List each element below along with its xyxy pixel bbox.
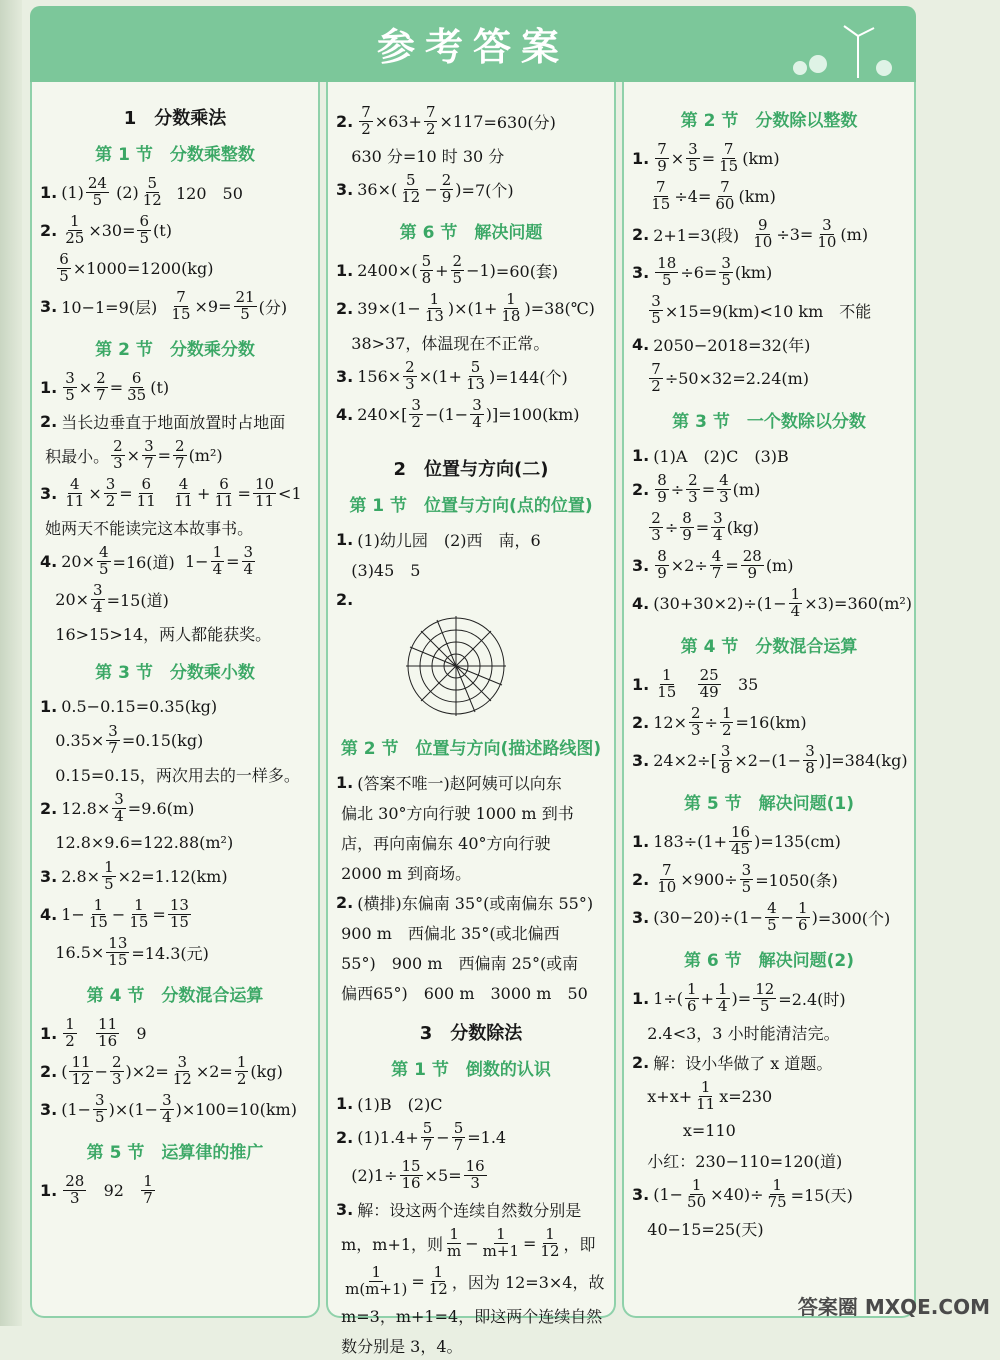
answer-line: 小红：230−110=120(道) [647,1151,843,1171]
column-right [622,82,916,1318]
answer-line: 2. (1)1.4+ $\frac{5}{7}$ − $\frac{5}{7}$ =1.4 [336,1118,507,1154]
answer-line: 2. $\frac{8}{9}$ ÷ $\frac{2}{3}$ = $\frac{4}{3}$ (m) [632,470,761,506]
windmill-icon [788,24,898,80]
unit-heading: 1 分数乘法 [123,108,227,129]
section-heading: 第 3 节 一个数除以分数 [672,412,866,432]
answer-line: 1. 2400×( $\frac{5}{8}$ + $\frac{2}{5}$ −1) =60(套) [336,251,559,287]
header-banner [30,6,916,82]
answer-line: (3)45 5 [351,560,421,580]
column-middle [326,82,616,1356]
answer-line: (2)1÷ $\frac{15}{16}$ ×5= $\frac{16}{3}$ [336,1156,485,1192]
answer-line: $\frac{7}{2}$ ÷50×32=2.24(m) [651,359,810,395]
answer-line: 0.35× $\frac{3}{7}$ =0.15(kg) [40,721,204,757]
answer-line: 4. 240×[ $\frac{3}{2}$ −(1− $\frac{3}{4}$ )] =100(km) [336,395,580,431]
answer-line: 1. 0.5−0.15=0.35(kg) [40,696,218,716]
section-heading: 第 3 节 分数乘小数 [95,663,255,683]
unit-heading: 3 分数除法 [419,1023,523,1044]
answer-line: 3. (1− $\frac{1}{50}$ ×40)÷ $\frac{1}{75}$ =15(天) [632,1175,853,1211]
answer-line: 2. 2+1=3(段) $\frac{9}{10}$ ÷3= $\frac{3}{10}$ (m) [632,215,869,251]
page-title: 参考答案 [376,25,569,69]
polar-grid-diagram [328,614,618,724]
answer-line: 900 m 西偏北 35°(或北偏西 [341,923,560,943]
answer-line: 2. (横排)东偏南 35°(或南偏东 55°) [336,892,594,913]
answer-line: 1. 1÷( $\frac{1}{6}$ + $\frac{1}{4}$ )= $\frac{12}{5}$ =2.4(时) [632,979,846,1015]
answer-line: 2. $\frac{1}{25}$ ×30= $\frac{6}{5}$ (t) [40,211,172,247]
answer-line: 1. $\frac{28}{3}$ 92 $\frac{1}{7}$ [40,1171,153,1207]
page-edge [0,0,22,1326]
answer-line: 16.5× $\frac{13}{15}$ =14.3(元) [40,933,209,969]
answer-line: 20× $\frac{3}{4}$ =15(道) [40,580,169,616]
answer-line: 1. (答案不唯一)赵阿姨可以向东 [336,772,562,793]
answer-line: 630 分=10 时 30 分 [351,146,505,166]
answer-line: 3. 解：设这两个连续自然数分别是 [336,1199,582,1220]
answer-line: 2. 当长边垂直于地面放置时占地面 [40,411,286,432]
answer-line: 1. (1)B (2)C [336,1093,443,1114]
answer-line: 2. 12× $\frac{2}{3}$ ÷ $\frac{1}{2}$ =16(km) [632,703,807,739]
answer-line: x=110 [682,1120,736,1140]
answer-line: 她两天不能读完这本故事书。 [45,518,254,538]
answer-line: 12.8×9.6=122.88(m²) [55,832,234,852]
section-heading: 第 5 节 解决问题(1) [683,794,855,814]
section-heading: 第 1 节 位置与方向(点的位置) [349,496,593,516]
answer-line: $\frac{2}{3}$ ÷ $\frac{8}{9}$ = $\frac{3}{4}$ (kg) [651,508,760,544]
answer-line: 2.4<3，3 小时能清洁完。 [647,1023,840,1043]
section-heading: 第 1 节 倒数的认识 [391,1060,551,1080]
answer-line: 3. (1− $\frac{3}{5}$ )×(1− $\frac{3}{4}$ ) ×100=10(km) [40,1090,297,1126]
answer-line: 3. (30−20)÷(1− $\frac{4}{5}$ − $\frac{1}{6}$ ) =300(个) [632,898,891,934]
answer-line: 1. 183÷(1+ $\frac{16}{45}$ ) =135(cm) [632,822,841,858]
section-heading: 第 6 节 解决问题(2) [683,951,855,971]
answer-line: 4. 1− $\frac{1}{15}$ − $\frac{1}{15}$ = $\frac{13}{15}$ [40,895,189,931]
answer-line: 4. 2050−2018=32(年) [632,334,811,355]
answer-line: 3. 2.8× $\frac{1}{5}$ ×2=1.12(km) [40,857,228,893]
answer-line: 1. (1) $\frac{24}{5}$ (2) $\frac{5}{12}$ 120 50 [40,173,243,209]
answer-line: 16>15>14，两人都能获奖。 [55,624,272,644]
section-heading: 第 4 节 分数混合运算 [86,986,264,1006]
answer-line: 1. (1)A (2)C (3)B [632,445,789,466]
section-heading: 第 2 节 位置与方向(描述路线图) [340,739,602,759]
answer-line: m=3，m+1=4，即这两个连续自然 [341,1306,603,1326]
answer-line: 38>37，体温现在不正常。 [351,333,550,353]
answer-line: 3. 24×2÷[ $\frac{3}{8}$ ×2−(1− $\frac{3}{8}$ )] =384(kg) [632,741,908,777]
answer-line: 2. 12.8× $\frac{3}{4}$ =9.6(m) [40,789,195,825]
answer-line: 3. $\frac{18}{5}$ ÷6= $\frac{3}{5}$ (km) [632,253,773,289]
answer-line: 2. ( $\frac{11}{12}$ − $\frac{2}{3}$ )×2= $\frac{3}{12}$ ×2= $\frac{1}{2}$ (kg) [40,1052,283,1088]
answer-line: 55°) 900 m 西偏南 25°(或南 [341,953,579,973]
answer-line: $\frac{1}{m(m+1)}$ = $\frac{1}{12}$ ，因为 12=3×4，故 [345,1262,605,1298]
answer-line: 3. $\frac{8}{9}$ ×2÷ $\frac{4}{7}$ = $\frac{28}{9}$ (m) [632,546,794,582]
answer-line: 2. $\frac{7}{10}$ ×900÷ $\frac{3}{5}$ =1050(条) [632,860,838,896]
answer-line: 3. 36×( $\frac{5}{12}$ − $\frac{2}{9}$ ) =7(个) [336,170,514,206]
answer-line: 40−15=25(天) [647,1219,764,1239]
section-heading: 第 1 节 分数乘整数 [95,145,255,165]
section-heading: 第 2 节 分数乘分数 [95,340,255,360]
section-heading: 第 4 节 分数混合运算 [680,637,858,657]
section-heading: 第 2 节 分数除以整数 [680,111,858,131]
answer-line: 4. 20× $\frac{4}{5}$ =16(道) 1− $\frac{1}{4}$ = $\frac{3}{4}$ [40,542,254,578]
unit-heading: 2 位置与方向(二) [393,459,549,480]
answer-line: 偏北 30°方向行驶 1000 m 到书 [341,803,574,823]
answer-line: 2. $\frac{7}{2}$ ×63+ $\frac{7}{2}$ ×117 =630(分) [336,102,556,138]
answer-line: 2. 解：设小华做了 x 道题。 [632,1052,833,1073]
column-left [30,82,320,1318]
answer-line: 0.15=0.15，两次用去的一样多。 [55,765,300,785]
answer-line: 积最小。 $\frac{2}{3}$ × $\frac{3}{7}$ = $\frac{2}{7}$ (m²) [45,436,223,472]
answer-line: 2000 m 到商场。 [341,863,472,883]
answer-line: 4. (30+30×2)÷ (1− $\frac{1}{4}$ ×3) =360(m²) [632,584,913,620]
answer-line: 2. 39×(1− $\frac{1}{13}$ )×(1+ $\frac{1}{18}$ ) =38(℃) [336,289,595,325]
section-heading: 第 6 节 解决问题 [399,223,543,243]
answer-line: 2. [336,589,354,609]
answer-line: 数分别是 3，4。 [341,1336,463,1356]
answer-line: m，m+1，则 $\frac{1}{m}$ − $\frac{1}{m+1}$ = $\frac{1}{12}$ ，即 [341,1224,596,1260]
answer-line: $\frac{7}{15}$ ÷4= $\frac{7}{60}$ (km) [651,177,776,213]
answer-line: 偏西65°) 600 m 3000 m 50 [341,983,588,1003]
answer-line: 1. $\frac{3}{5}$ × $\frac{2}{7}$ = $\frac{6}{35}$ (t) [40,368,170,404]
watermark-logo: 答案圈 MXQE.COM [797,1295,990,1319]
answer-line: $\frac{6}{5}$ ×1000=1200(kg) [59,249,214,285]
answer-line: x+x+ $\frac{1}{11}$ x=230 [632,1077,773,1113]
answer-line: 1. $\frac{1}{15}$ $\frac{25}{49}$ 35 [632,665,759,701]
answer-line: 3. 156× $\frac{2}{3}$ ×(1+ $\frac{5}{13}$ ) =144(个) [336,357,568,393]
answer-line: 1. (1)幼儿园 (2)西 南，6 [336,529,541,550]
section-heading: 第 5 节 运算律的推广 [86,1143,264,1163]
answer-line: 3. $\frac{4}{11}$ × $\frac{3}{2}$ = $\frac{6}{11}$ $\frac{4}{11}$ + $\frac{6}{11}$ = $\frac{10}{11}$ <1 [40,474,302,510]
answer-line: 1. $\frac{7}{9}$ × $\frac{3}{5}$ = $\frac{7}{15}$ (km) [632,139,780,175]
answer-line: $\frac{3}{5}$ ×15=9(km)<10 km 不能 [651,291,872,327]
answer-line: 店，再向南偏东 40°方向行驶 [341,833,551,853]
answer-line: 3. 10−1=9(层) $\frac{7}{15}$ ×9= $\frac{21}{5}$ (分) [40,287,288,323]
answer-line: 1. $\frac{1}{2}$ $\frac{11}{16}$ 9 [40,1014,147,1050]
